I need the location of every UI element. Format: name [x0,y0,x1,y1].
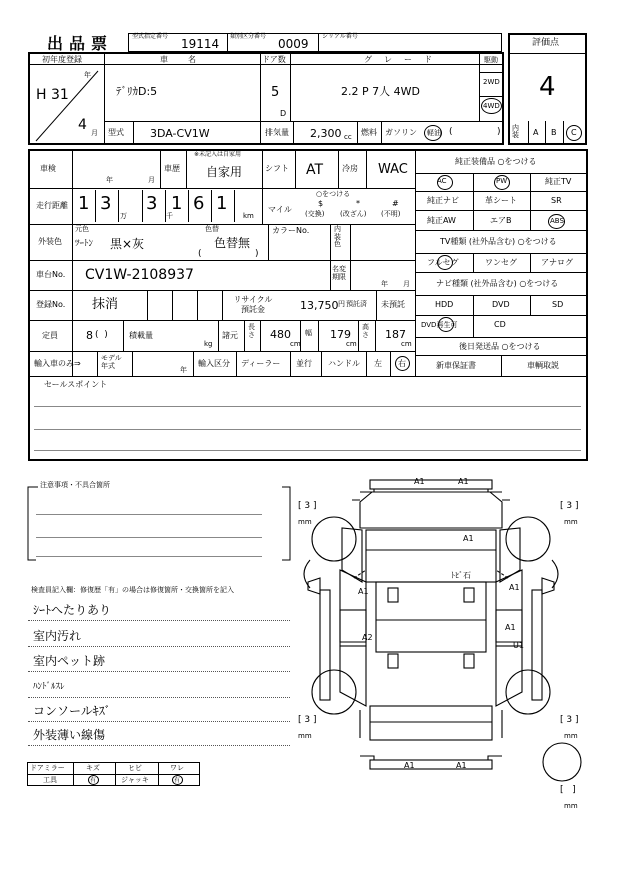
notes-label: 注意事項・不具合箇所 [40,481,110,489]
doors-label: ドア数 [262,55,286,64]
equip-airbag: エアB [490,216,512,225]
drive-label: 駆動 [484,56,498,64]
left-front-door [340,570,366,642]
mark-hood: ﾄﾋﾞ石 [451,571,471,580]
later-title: 後日発送品 ○をつける [459,342,541,351]
mileage-digit-1: 1 [78,193,90,214]
grade-label: グレード [364,55,444,64]
dealer-option: ディーラー [241,359,281,368]
cc-unit: cc [344,133,352,141]
door-type: D [280,109,287,118]
tv-fullseg: フルセグ [427,258,459,267]
meihen-label: 名変期限 [332,265,346,282]
car-name: ﾃﾞﾘｶD:5 [116,85,158,98]
equip-aw: 純正AW [427,216,456,225]
drive-4wd: 4WD [483,102,500,110]
model-year-label: モデル年式 [101,354,122,370]
recycle-unit: 円 [338,300,345,308]
orig-color-label: 元色 [75,225,89,233]
sen-unit: 千 [166,212,173,220]
mileage-circle-note: ○をつける [316,190,351,198]
mileage-digit-3: 3 [146,193,158,214]
sales-point-label: セールスポイント [44,380,108,389]
right-rocker [532,590,542,700]
width-value: 179 [330,328,351,341]
form-title: 出品票 [47,34,114,53]
tire-rr-value: 3 [566,715,573,725]
mark-right-rear-1: A1 [505,623,516,632]
repaint-value: 色替無 [214,236,251,250]
mark-bumper-rear-1: A1 [404,761,415,770]
chassis-label: 車台No. [36,270,66,279]
interior-c: C [571,128,577,137]
displacement-label: 排気量 [265,128,289,137]
fuel-label: 燃料 [361,128,377,137]
shift-value: AT [306,162,324,178]
class-label: 類別区分番号 [230,33,267,40]
legend-jack: ジャッキ [121,776,149,784]
mark-bumper-front-1: A1 [414,477,425,486]
mark-right-rear-2: U1 [513,641,524,650]
notes-bracket [26,486,292,562]
roof-panel [366,530,496,582]
inspector-line-4: ﾊﾝﾄﾞﾙｽﾚ [33,682,65,692]
length-label: 長さ [248,323,255,339]
repaint-label: 色替 [205,225,219,233]
ac-label: 冷房 [342,164,358,173]
tire-lr-depth: [ 3 ] [298,715,317,725]
tire-rr-depth: [ 3 ] [560,715,579,725]
car-use-value: 自家用 [206,165,243,179]
inspector-note: 検査員記入欄：修復歴「有」の場合は修復箇所・交換箇所を記入 [31,586,234,594]
trunk-panel [370,706,492,740]
car-name-label: 車名 [160,55,216,64]
color-no-label: カラーNo. [272,226,310,235]
class-no: 0009 [278,37,309,51]
front-bumper [370,477,492,489]
left-rocker [320,590,330,700]
inspector-line-6: 外装薄い線傷 [33,728,106,742]
height-cm: cm [401,340,412,348]
car-use-note: ※未記入は自家用 [194,151,242,158]
height-value: 187 [385,328,406,341]
man-unit: 万 [120,212,127,220]
chassis-value: CV1W-2108937 [85,267,194,283]
interior-c-circle [566,125,582,141]
hash-option: # [392,199,399,208]
tire-right-front [506,517,550,561]
equip-pw: PW [496,177,508,185]
tire-spare [543,743,581,781]
equip-navi: 純正ナビ [427,196,459,205]
tire-lf-mm: mm [298,518,312,526]
grade-value: 2.2 P 7人 4WD [341,85,420,98]
tire-left-front [312,517,356,561]
ac-value: WAC [378,162,408,177]
tire-lr-value: 3 [304,715,311,725]
navi-dvd-play: DVD再生可 [421,321,458,329]
legend-crack: ヒビ [128,764,142,772]
height-label: 高さ [362,323,369,339]
left-mirror [308,578,320,594]
year-unit: 年 [84,71,91,79]
dims-label: 諸元 [222,331,238,340]
car-use-label: 車歴 [164,164,180,173]
inspector-line-1: ｼｰﾄへたりあり [33,603,112,617]
width-label: 幅 [305,329,312,337]
handle-label: ハンドル [328,359,360,368]
equip-pw-circle [494,175,510,190]
import-class-label: 輸入区分 [198,359,230,368]
mark-left-front: A1 [358,587,369,596]
model-value: 3DA-CV1W [150,127,210,140]
serial-label: シリアル番号 [322,33,358,40]
first-reg-month: 4 [78,117,87,133]
right-quarter [496,646,522,706]
handle-left: 左 [374,359,382,368]
tire-rf-mm: mm [564,518,578,526]
mileage-digit-2: 3 [100,193,112,214]
reg-value: 抹消 [92,297,119,312]
legend-mirror: ドアミラー [30,764,65,772]
deposit-unpaid: 未預託 [381,300,405,309]
legend-scratch: キズ [86,764,100,772]
legend-jack-circle [172,775,183,785]
navi-cd: CD [494,320,506,329]
type-approval-no: 19114 [181,37,220,51]
navi-hdd: HDD [435,300,454,309]
mark-right-front: A1 [509,583,520,592]
equip-leather: 革シート [485,196,517,205]
tv-analog: アナログ [541,258,573,267]
capacity-label: 定員 [42,331,58,340]
mark-roof: A1 [463,534,474,543]
hash-sub: (不明) [381,210,401,218]
mileage-digit-6: 1 [216,193,228,214]
month-unit: 月 [91,129,98,137]
mark-bumper-rear-2: A1 [456,761,467,770]
model-label: 型式 [108,128,124,137]
fuel-gasoline: ガソリン [385,128,417,137]
mileage-digit-4: 1 [171,193,183,214]
star-sub: (改ざん) [340,210,367,218]
tire-lf-value: 3 [304,501,311,511]
drive-4wd-circle [481,98,502,114]
kg-unit: kg [204,340,213,348]
tire-spare-depth: [ ] [560,785,576,795]
drive-2wd: 2WD [483,78,500,86]
shift-label: シフト [265,164,289,173]
mark-bumper-front-2: A1 [458,477,469,486]
tv-title: TV種類 (社外品含む) ○をつける [440,237,557,246]
capacity-value: 8 [86,329,93,342]
tire-rf-depth: [ 3 ] [560,501,579,511]
model-year-unit: 年 [180,366,187,374]
interior-b: B [551,128,557,137]
navi-dvd-play-circle [438,317,454,332]
meihen-year-unit: 年 [381,280,388,288]
interior-a: A [533,128,539,137]
star-option: * [356,199,360,208]
mile-option: マイル [268,205,292,214]
later-warranty: 新車保証書 [436,361,476,370]
recycle-value: 13,750 [300,299,339,312]
fuel-diesel-circle [424,125,442,141]
load-label: 積載量 [129,331,153,340]
navi-sd: SD [552,300,564,309]
equip-ac: AC [437,177,447,185]
legend-jack-have: 有 [174,777,181,784]
tv-oneseg: ワンセグ [485,258,517,267]
equip-ac-circle [437,175,453,190]
fuel-diesel: 軽油 [427,129,441,137]
length-value: 480 [270,328,291,341]
hood-panel [360,492,502,528]
legend-break: ワレ [170,764,184,772]
tire-lr-mm: mm [298,732,312,740]
right-front-fender [500,528,520,582]
right-mirror [542,578,554,594]
left-quarter [340,646,366,706]
dollar-sub: (交換) [305,210,325,218]
equip-tv: 純正TV [545,177,572,186]
width-cm: cm [346,340,357,348]
tire-left-rear [312,670,356,714]
exterior-color: 黒×灰 [110,237,145,251]
meihen-month-unit: 月 [403,280,410,288]
equip-sr: SR [551,196,562,205]
shaken-label: 車検 [40,164,56,173]
handle-right: 右 [398,359,406,368]
navi-dvd: DVD [492,300,510,309]
genuine-title: 純正装備品 ○をつける [455,157,537,166]
length-cm: cm [290,340,301,348]
shaken-year-unit: 年 [106,176,113,184]
mileage-label: 走行距離 [36,201,68,210]
tire-lf-depth: [ 3 ] [298,501,317,511]
km-unit: km [243,212,254,220]
equip-abs: ABS [550,217,564,225]
legend-tools-have: 有 [90,777,97,784]
dollar-option: $ [318,199,324,208]
tire-rr-mm: mm [564,732,578,740]
left-front-fender [342,528,362,582]
rating-label: 評価点 [532,38,560,48]
handle-right-circle [395,356,410,371]
import-label: 輸入車のみ⇒ [34,359,81,368]
interior-color-label: 内装色 [334,225,341,249]
tire-spare-mm: mm [564,802,578,810]
rear-bumper [370,760,492,769]
mark-left-rear: A2 [362,633,373,642]
recycle-label: リサイクル預託金 [233,295,273,314]
type-approval-label: 型式指定番号 [132,33,169,40]
legend-tools-circle [88,775,99,785]
parallel-option: 並行 [296,359,312,368]
first-reg-year: H 31 [36,87,69,103]
rating-score: 4 [539,72,556,102]
displacement-value: 2,300 [310,127,342,140]
deposit-paid: 預託済 [346,300,367,308]
inspector-line-5: コンソールｷｽﾞ [33,704,111,718]
shaken-month-unit: 月 [148,176,155,184]
inspector-line-2: 室内汚れ [33,629,82,643]
doors-value: 5 [271,85,280,100]
orig-color-value: ﾂｰﾄﾝ [75,239,94,249]
navi-title: ナビ種類 (社外品含む) ○をつける [436,279,559,288]
later-manual: 車輌取説 [527,361,559,370]
tire-rf-value: 3 [566,501,573,511]
legend-tools: 工具 [43,776,57,784]
color-label: 外装色 [38,237,62,246]
tire-right-rear [506,670,550,714]
inspector-line-3: 室内ペット跡 [33,654,106,668]
reg-label: 登録No. [36,300,66,309]
interior-label: 内装 [512,124,519,139]
equip-abs-circle [548,214,565,229]
first-reg-label: 初年度登録 [42,55,82,64]
tv-fullseg-circle [437,255,453,270]
mileage-digit-5: 6 [193,193,205,214]
car-damage-diagram [290,470,590,800]
